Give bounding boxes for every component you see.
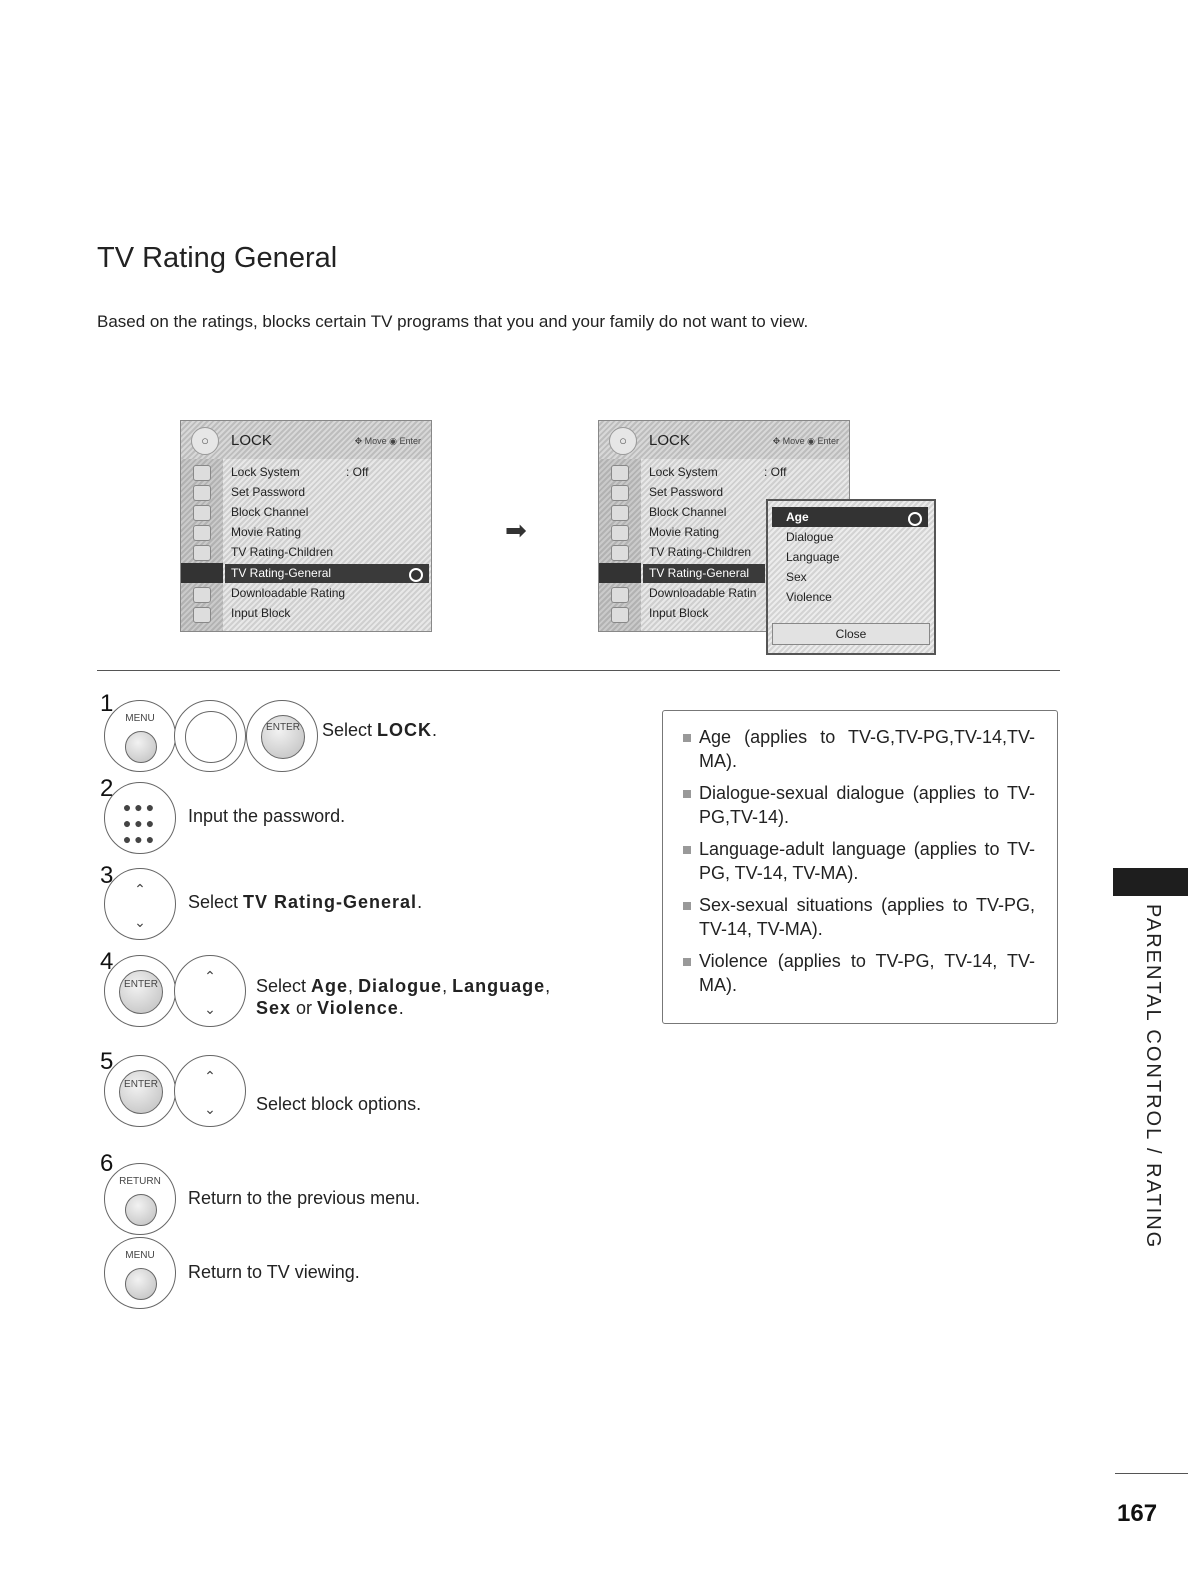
return-button[interactable] <box>104 1163 176 1235</box>
menu-button-core <box>125 1268 157 1300</box>
enter-button-core <box>119 970 163 1014</box>
osd-item-tv-rating-children[interactable]: TV Rating-Children <box>649 545 752 559</box>
bullet-icon <box>683 734 691 742</box>
up-down-button[interactable] <box>174 1055 246 1127</box>
setup-icon <box>611 465 629 481</box>
step-6-text: Return to the previous menu. <box>188 1188 421 1208</box>
number-keypad[interactable] <box>104 782 176 854</box>
step-number-2: 2 <box>100 775 114 802</box>
step-4-sep-4: or <box>291 998 318 1018</box>
nav-pad[interactable] <box>174 700 246 772</box>
hint-move: Move <box>364 436 387 446</box>
osd-item-input-block[interactable]: Input Block <box>231 606 291 620</box>
usb-icon <box>611 587 629 603</box>
menu-button[interactable] <box>104 700 176 772</box>
lock-menu-icon <box>599 563 641 583</box>
osd-item-tv-rating-general[interactable]: TV Rating-General <box>649 566 750 580</box>
osd-item-block-channel[interactable]: Block Channel <box>649 505 727 519</box>
osd-item-tv-rating-general[interactable]: TV Rating-General <box>231 566 332 580</box>
video-icon <box>611 485 629 501</box>
up-down-button[interactable] <box>104 868 176 940</box>
up-down-icon: ⌃ ⌄ <box>204 968 216 1017</box>
enter-button-label: ENTER <box>124 979 158 990</box>
step-1-post: . <box>432 720 438 740</box>
osd-item-movie-rating[interactable]: Movie Rating <box>649 525 720 539</box>
bullet-icon <box>683 902 691 910</box>
step-number-5: 5 <box>100 1048 114 1075</box>
audio-icon <box>193 505 211 521</box>
step-1-keyword: LOCK <box>377 720 433 740</box>
osd-sidebar <box>181 459 223 631</box>
up-down-icon: ⌃ ⌄ <box>204 1068 216 1117</box>
info-text-age: Age (applies to TV-G,TV-PG,TV-14,TV-MA). <box>699 727 1035 771</box>
return-icon <box>125 1194 157 1226</box>
step-4-sep-1: , <box>348 976 359 996</box>
osd-item-input-block[interactable]: Input Block <box>649 606 709 620</box>
video-icon <box>193 485 211 501</box>
step-4-sep-3: , <box>545 976 551 996</box>
info-text-sex: Sex-sexual situations (applies to TV-PG, TV-14, TV-MA). <box>699 895 1035 939</box>
bullet-icon <box>683 958 691 966</box>
audio-icon <box>611 505 629 521</box>
enter-button-label: ENTER <box>266 722 300 733</box>
osd-item-downloadable-rating[interactable]: Downloadable Ratin <box>649 586 757 600</box>
step-number-1: 1 <box>100 690 114 717</box>
step-4-pre: Select <box>256 976 312 996</box>
osd-header <box>599 421 849 459</box>
osd-header <box>181 421 431 459</box>
section-divider <box>97 670 1060 671</box>
osd-item-set-password[interactable]: Set Password <box>649 485 724 499</box>
step-number-4: 4 <box>100 948 114 975</box>
keypad-icon: ●●● ●●● ●●● <box>122 799 158 847</box>
info-text-violence: Violence (applies to TV-PG, TV-14, TV-MA). <box>699 951 1035 995</box>
step-5-text: Select block options. <box>256 1094 422 1114</box>
step-7-text: Return to TV viewing. <box>188 1262 360 1282</box>
info-item-language <box>699 837 1035 885</box>
arrow-right-icon: ➡ <box>505 515 527 545</box>
enter-button[interactable] <box>246 700 318 772</box>
popup-close-button[interactable]: Close <box>772 623 930 645</box>
osd-hint: ✥ Move ◉ Enter <box>354 436 421 446</box>
step-number-6: 6 <box>100 1150 114 1177</box>
lock-icon: ○ <box>191 427 219 455</box>
menu-button-core <box>125 731 157 763</box>
osd-lock-value: : Off <box>346 465 369 479</box>
osd-item-set-password[interactable]: Set Password <box>231 485 306 499</box>
step-4-kw-language: Language <box>452 976 546 996</box>
step-4-text <box>256 975 586 1019</box>
osd-lock-value: : Off <box>764 465 787 479</box>
info-item-dialogue <box>699 781 1035 829</box>
radio-icon <box>908 512 922 526</box>
info-item-violence <box>699 949 1035 997</box>
bullet-icon <box>683 846 691 854</box>
step-1-pre: Select <box>322 720 378 740</box>
bullet-icon <box>683 790 691 798</box>
popup-item-violence[interactable]: Violence <box>786 590 832 604</box>
popup-item-age[interactable]: Age <box>786 510 809 524</box>
osd-title: LOCK <box>649 432 690 449</box>
up-down-icon: ⌃ ⌄ <box>134 881 146 930</box>
osd-sidebar <box>599 459 641 631</box>
hint-enter: Enter <box>399 436 421 446</box>
step-4-sep-2: , <box>442 976 453 996</box>
intro-text: Based on the ratings, blocks certain TV programs that you and your family do not want to view. <box>97 312 809 331</box>
osd-screen-right <box>598 420 867 641</box>
info-box <box>662 710 1058 1024</box>
page-number: 167 <box>1117 1500 1158 1527</box>
enter-button[interactable] <box>104 955 176 1027</box>
step-4-kw-dialogue: Dialogue <box>358 976 443 996</box>
section-label: PARENTAL CONTROL / RATING <box>1142 904 1164 1250</box>
lock-icon: ○ <box>609 427 637 455</box>
popup-item-dialogue[interactable]: Dialogue <box>786 530 834 544</box>
osd-item-lock-system[interactable]: Lock System <box>231 465 300 479</box>
enter-button-core <box>261 715 305 759</box>
osd-item-movie-rating[interactable]: Movie Rating <box>231 525 302 539</box>
step-4-kw-violence: Violence <box>317 998 399 1018</box>
input-icon <box>611 607 629 623</box>
time-icon <box>611 525 629 541</box>
step-1-text <box>322 720 437 741</box>
info-item-age <box>699 725 1035 773</box>
osd-item-lock-system[interactable]: Lock System <box>649 465 718 479</box>
step-3-pre: Select <box>188 892 244 912</box>
step-4-kw-sex: Sex <box>256 998 292 1018</box>
time-icon <box>193 525 211 541</box>
hint-enter: Enter <box>817 436 839 446</box>
page-title: TV Rating General <box>97 242 338 274</box>
radio-icon <box>409 568 423 582</box>
osd-item-block-channel[interactable]: Block Channel <box>231 505 309 519</box>
osd-item-tv-rating-children[interactable]: TV Rating-Children <box>231 545 334 559</box>
option-icon <box>611 545 629 561</box>
step-number-3: 3 <box>100 862 114 889</box>
osd-title: LOCK <box>231 432 272 449</box>
input-icon <box>193 607 211 623</box>
info-text-dialogue: Dialogue-sexual dialogue (applies to TV-PG,TV-14). <box>699 783 1035 827</box>
section-tab <box>1113 868 1188 896</box>
enter-button-core <box>119 1070 163 1114</box>
step-3-keyword: TV Rating-General <box>243 892 418 912</box>
step-3-text <box>188 892 422 913</box>
osd-screen-left <box>180 420 432 632</box>
step-2-text: Input the password. <box>188 806 346 826</box>
setup-icon <box>193 465 211 481</box>
enter-button[interactable] <box>104 1055 176 1127</box>
osd-hint: ✥ Move ◉ Enter <box>772 436 839 446</box>
step-4-kw-age: Age <box>311 976 349 996</box>
option-icon <box>193 545 211 561</box>
popup-item-language[interactable]: Language <box>786 550 840 564</box>
step-3-post: . <box>417 892 423 912</box>
enter-button-label: ENTER <box>124 1079 158 1090</box>
osd-item-downloadable-rating[interactable]: Downloadable Rating <box>231 586 346 600</box>
lock-menu-icon <box>181 563 223 583</box>
menu-button-label: MENU <box>125 1250 155 1261</box>
menu-button[interactable] <box>104 1237 176 1309</box>
hint-move: Move <box>782 436 805 446</box>
info-text-language: Language-adult language (applies to TV-PG, TV-14, TV-MA). <box>699 839 1035 883</box>
rating-popup <box>766 499 936 655</box>
return-button-label: RETURN <box>119 1176 161 1187</box>
popup-item-sex[interactable]: Sex <box>786 570 807 584</box>
page-number-rule <box>1115 1473 1188 1474</box>
step-4-post: . <box>398 998 404 1018</box>
up-down-button[interactable] <box>174 955 246 1027</box>
menu-button-label: MENU <box>125 713 155 724</box>
usb-icon <box>193 587 211 603</box>
nav-pad-ring <box>185 711 237 763</box>
info-item-sex <box>699 893 1035 941</box>
